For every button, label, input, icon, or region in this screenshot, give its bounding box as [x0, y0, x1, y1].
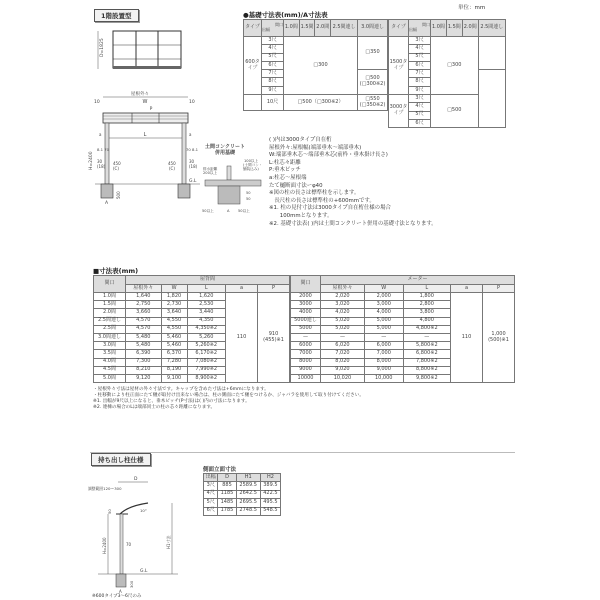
- table-cell: 8,020: [321, 358, 365, 366]
- dimension-table-left: [93, 275, 290, 383]
- table-cell: 6,390: [126, 350, 162, 358]
- table-cell: 2,750: [126, 301, 162, 309]
- table-cell: 2.0間: [94, 309, 126, 317]
- table-cell: 422.5: [260, 490, 280, 499]
- legend-note: 100mmとなります。: [269, 212, 333, 219]
- legend-note: ※図の柱の長さは標準柱を示します。: [269, 190, 360, 197]
- col-header: タイプ: [389, 20, 409, 37]
- table-cell: 8,800※2: [403, 366, 450, 374]
- col-header: D: [218, 474, 236, 482]
- table-cell: 9000: [291, 366, 321, 374]
- table-cell: 1,820: [161, 293, 187, 301]
- side-d-label: D: [134, 477, 138, 482]
- table-cell: 1785: [218, 507, 236, 516]
- table-cell: 4,800: [403, 317, 450, 325]
- table-cell: 7,000: [364, 350, 403, 358]
- value-cell: □300: [284, 37, 358, 95]
- footing-note-3: 舗装込み): [243, 167, 259, 171]
- table-cell: 1185: [218, 490, 236, 499]
- table-cell: 5,480: [126, 342, 162, 350]
- table-cell: 389.5: [260, 482, 280, 491]
- table-cell: —: [403, 333, 450, 341]
- table-cell: 2,020: [321, 293, 365, 301]
- table-a-title: ●基礎寸法表(mm)/A寸法表: [243, 11, 328, 19]
- table-cell: 4,800※2: [403, 325, 450, 333]
- legend-note: ※1. 柱の見付寸法は3000タイプ自在桁仕様の場合: [269, 205, 391, 212]
- header-row: [94, 276, 290, 285]
- col-header: 2.0間: [462, 20, 478, 37]
- table-cell: 5,020: [321, 325, 365, 333]
- row-label: 4尺: [262, 45, 284, 53]
- side-a-label: A: [119, 589, 122, 594]
- post-size-right: 70 8.1: [186, 147, 199, 152]
- side-elevation-diagram: [88, 474, 188, 600]
- row-label: 3尺: [409, 37, 431, 45]
- dim-a-left: a: [99, 132, 102, 137]
- table-row: [204, 499, 281, 508]
- col-header: 2.0間: [315, 20, 331, 37]
- footing-drain: 排水距離: [203, 167, 218, 171]
- divider: [90, 452, 515, 453]
- col-header: 1.5間: [446, 20, 462, 37]
- table-cell: 7,280: [161, 358, 187, 366]
- dim-10-right: 10: [189, 100, 195, 105]
- unit-label: 単位：mm: [458, 5, 486, 11]
- legend-note: a:柱芯～屋根端: [269, 174, 307, 181]
- table-cell: 6000: [291, 342, 321, 350]
- ground-level-label: G.L: [189, 179, 197, 184]
- table-cell: 10000: [291, 374, 321, 382]
- table-cell: 5000: [291, 325, 321, 333]
- table-cell: 4.5間: [94, 366, 126, 374]
- table-cell: 3,440: [187, 309, 225, 317]
- footing-v1: 50: [246, 191, 251, 195]
- col-header-opening: 間口: [94, 276, 126, 293]
- value-cell: □350: [358, 37, 388, 70]
- table-row: [291, 293, 515, 301]
- row-label: 10尺: [262, 95, 284, 111]
- side-gl-label: G.L: [140, 569, 148, 574]
- table-cell: 8,000: [364, 358, 403, 366]
- table-cell: 5,260: [187, 333, 225, 341]
- row-label: 4尺: [409, 103, 431, 111]
- side-height-label: H=2400: [102, 537, 107, 554]
- side-angle-label: 10°: [140, 508, 147, 513]
- header-row: [291, 285, 515, 293]
- p-value: 910: [268, 330, 279, 337]
- side-depth-label: 300: [129, 580, 134, 588]
- col-header-opening: 間口: [291, 276, 321, 293]
- row-label: 6尺: [409, 61, 431, 69]
- table-cell: 1485: [218, 499, 236, 508]
- section-label-cantilever: 持ち出し柱仕様: [91, 453, 151, 466]
- header-row: [204, 474, 281, 482]
- table-cell: 3.0間: [94, 342, 126, 350]
- side-adjust-label: 調整範囲120～300: [88, 486, 122, 491]
- table-cell: 495.5: [260, 499, 280, 508]
- table-cell: 5000連し: [291, 317, 321, 325]
- col-header: L: [403, 285, 450, 293]
- dim-l: L: [143, 132, 147, 138]
- table-cell: 2,730: [161, 301, 187, 309]
- table-cell: 9,020: [321, 366, 365, 374]
- table-cell: 4,570: [126, 317, 162, 325]
- legend-note: たて樋断面寸法ーφ40: [269, 182, 323, 189]
- table-cell: 4,550: [161, 325, 187, 333]
- table-cell: 6尺: [204, 507, 218, 516]
- row-label: 9尺: [409, 86, 431, 94]
- row-label: 6尺: [262, 61, 284, 69]
- table-cell: 9,800※2: [403, 374, 450, 382]
- table-cell: 10,000: [364, 374, 403, 382]
- table-cell: 7000: [291, 350, 321, 358]
- col-header: タイプ: [244, 20, 262, 37]
- p-value: 1,000: [491, 330, 506, 337]
- table-cell: 4,350※2: [187, 325, 225, 333]
- dim-table-title: ■寸法表(mm): [93, 267, 139, 275]
- row-label: 6尺: [409, 119, 431, 127]
- col-header: a: [226, 285, 258, 293]
- table-cell: 5,800※2: [403, 342, 450, 350]
- table-cell: 5,460: [161, 333, 187, 341]
- col-header: 屋根外々: [321, 285, 365, 293]
- footing-detail-diagram: [200, 140, 268, 220]
- post-size-left: 8.1 70: [97, 147, 110, 152]
- row-label: 7尺: [409, 70, 431, 78]
- table-cell: 10,020: [321, 374, 365, 382]
- table-cell: 7,800※2: [403, 358, 450, 366]
- table-cell: 9,100: [161, 374, 187, 382]
- dim-note: ※2. 連棟の場合のLは端部同士の柱の芯々距離になります。: [93, 405, 216, 411]
- col-header: P: [258, 285, 290, 293]
- col-header: 屋根外々: [126, 285, 162, 293]
- table-cell: 4000: [291, 309, 321, 317]
- row-label: 8尺: [262, 78, 284, 86]
- legend-note: 屋根外々:屋根幅(端部垂木～端部垂木): [269, 144, 362, 151]
- drain-left-2: (C): [113, 166, 119, 171]
- table-cell: 3尺: [204, 482, 218, 491]
- group-header: メーター: [321, 276, 515, 285]
- col-header: a: [451, 285, 483, 293]
- value-cell: □500 (□300※2): [358, 70, 388, 95]
- table-row: [204, 490, 281, 499]
- footing-title-2: 併用基礎: [214, 150, 236, 156]
- footing-note-1: 100以上: [244, 159, 259, 163]
- footing-dim-right: 50以上: [238, 209, 250, 213]
- table-cell: 6,000: [364, 342, 403, 350]
- drain-right-2: (C): [169, 166, 175, 171]
- side-table-title: 側面立面寸法: [203, 467, 237, 473]
- a-cell: 110: [451, 293, 483, 383]
- table-cell: 2748.5: [236, 507, 260, 516]
- table-cell: 2,800: [403, 301, 450, 309]
- corner-header: 間口 出幅: [262, 20, 284, 37]
- p-cell: [258, 293, 290, 383]
- col-header: H1: [236, 474, 260, 482]
- col-header: H2: [260, 474, 280, 482]
- row-label: 4尺: [409, 45, 431, 53]
- corner-header: 間口 出幅: [409, 20, 431, 37]
- dim-height: H=2400: [89, 151, 94, 170]
- roof-outer-label: 屋根外々: [131, 92, 149, 97]
- table-cell: 4.0間: [94, 358, 126, 366]
- table-cell: 5,000: [364, 325, 403, 333]
- dim-note: ・柱移動により柱正面にたて樋が取付け出来ない場合は、柱の側面にたて樋をつけるか、ジャバラを使用して取り付けてください。: [93, 393, 364, 399]
- legend-note: ( )内は3000タイプ自在桁: [269, 137, 332, 143]
- footing-dim-a: A: [227, 209, 230, 213]
- dim-a-right: a: [189, 132, 192, 137]
- table-cell: 6,370: [161, 350, 187, 358]
- legend-note: W:端部垂木芯～端部垂木芯(前枠・垂木掛け長さ): [269, 152, 388, 159]
- p-cell: [483, 293, 515, 383]
- value-cell: □300: [431, 37, 479, 95]
- col-header: 1.0間: [284, 20, 300, 37]
- value-cell: □550 (□350※2): [358, 95, 388, 111]
- table-cell: 1.5間: [94, 301, 126, 309]
- table-cell: 4,550: [161, 317, 187, 325]
- gutter-left: 30: [97, 159, 103, 164]
- row-label: 3尺: [409, 95, 431, 103]
- table-cell: 4,020: [321, 309, 365, 317]
- col-header: 2.5間連し: [478, 20, 505, 37]
- table-cell: 4尺: [204, 490, 218, 499]
- table-cell: 8,190: [161, 366, 187, 374]
- plan-diagram: [95, 25, 195, 75]
- row-label: 7尺: [262, 70, 284, 78]
- dim-notes: [93, 387, 364, 411]
- a-cell: 110: [226, 293, 258, 383]
- table-cell: 1,620: [187, 293, 225, 301]
- table-cell: 3,660: [126, 309, 162, 317]
- table-cell: 2.5間: [94, 325, 126, 333]
- dim-note: ※1. 出幅が9尺以上になると、垂木ピッチ(P寸法)は( )内の寸法になります。: [93, 399, 250, 405]
- table-cell: 6,800※2: [403, 350, 450, 358]
- table-cell: 5.0間: [94, 374, 126, 382]
- table-cell: 885: [218, 482, 236, 491]
- table-cell: 4,000: [364, 309, 403, 317]
- table-cell: 7,990※2: [187, 366, 225, 374]
- table-cell: 5,260※2: [187, 342, 225, 350]
- dim-10-left: 10: [94, 100, 100, 105]
- table-cell: 7,080※2: [187, 358, 225, 366]
- legend-note: L:柱芯々距離: [269, 159, 301, 166]
- section-label-1f: 1階設置型: [94, 9, 139, 22]
- col-header: L: [187, 285, 225, 293]
- table-cell: 7,020: [321, 350, 365, 358]
- table-cell: 5尺: [204, 499, 218, 508]
- table-cell: 2,530: [187, 301, 225, 309]
- table-row: [204, 507, 281, 516]
- table-cell: 9,120: [126, 374, 162, 382]
- col-header: W: [161, 285, 187, 293]
- header-row: [291, 276, 515, 285]
- col-header: 出幅: [204, 474, 218, 482]
- table-cell: 1.0間: [94, 293, 126, 301]
- table-cell: 1,640: [126, 293, 162, 301]
- side-dimension-table: [203, 473, 281, 516]
- footing-drain-2: 200以上: [203, 171, 218, 175]
- table-cell: 2.5間連し: [94, 317, 126, 325]
- row-label: 5尺: [262, 53, 284, 61]
- row-label: 3尺: [262, 37, 284, 45]
- table-cell: 5,460: [161, 342, 187, 350]
- table-cell: 3.5間: [94, 350, 126, 358]
- table-cell: 3000: [291, 301, 321, 309]
- legend-note: 長尺柱の長さは標準柱の+600mmです。: [269, 197, 375, 204]
- row-label: 5尺: [409, 111, 431, 119]
- table-cell: 3.0間連し: [94, 333, 126, 341]
- row-label: 8尺: [409, 78, 431, 86]
- table-cell: 3,000: [364, 301, 403, 309]
- table-cell: 3,800: [403, 309, 450, 317]
- table-cell: 548.5: [260, 507, 280, 516]
- p-value-2: (500)※1: [488, 336, 509, 343]
- table-cell: 6,170※2: [187, 350, 225, 358]
- drain-right: 450: [168, 161, 176, 166]
- table-cell: —: [291, 333, 321, 341]
- table-cell: 1,800: [403, 293, 450, 301]
- table-cell: 5,000: [364, 317, 403, 325]
- table-cell: 3,020: [321, 301, 365, 309]
- col-header: 1.5間: [299, 20, 315, 37]
- table-cell: 8,900※2: [187, 374, 225, 382]
- footing-title-1: 土間コンクリート: [205, 144, 245, 150]
- plan-depth-label: D=1825: [100, 38, 105, 57]
- gutter-right: 30: [189, 159, 195, 164]
- table-cell: 4,350: [187, 317, 225, 325]
- dim-w: W: [142, 99, 148, 105]
- col-header: P: [483, 285, 515, 293]
- col-header: 2.5間連し: [331, 20, 358, 37]
- dimension-table-right: [290, 275, 515, 383]
- drain-left: 450: [113, 161, 121, 166]
- value-cell: □500（□300※2）: [284, 95, 358, 111]
- table-cell: 2642.5: [236, 490, 260, 499]
- gutter-right-2: (18): [189, 164, 198, 169]
- side-top-label: 50: [107, 509, 112, 514]
- table-cell: 2000: [291, 293, 321, 301]
- foundation-table-left: [243, 19, 388, 111]
- group-header: 屋背間: [126, 276, 290, 285]
- row-label: 9尺: [262, 86, 284, 94]
- dim-note: ・屋根外々寸法は屋材の外々寸法です。キャップを含めた寸法は+6mmになります。: [93, 387, 269, 392]
- p-value-2: (455)※1: [263, 336, 284, 343]
- row-label: 5尺: [409, 53, 431, 61]
- table-cell: —: [364, 333, 403, 341]
- footing-note-2: (土間コン・: [243, 163, 263, 167]
- table-cell: 6,020: [321, 342, 365, 350]
- table-cell: 2695.5: [236, 499, 260, 508]
- table-cell: 5,480: [126, 333, 162, 341]
- table-cell: 8,210: [126, 366, 162, 374]
- table-cell: 2589.5: [236, 482, 260, 491]
- side-note: ※600タイプ3～6尺のみ: [92, 594, 142, 599]
- type-cell: 600タイプ: [244, 37, 262, 95]
- legend-notes: [269, 137, 437, 228]
- table-cell: 2,000: [364, 293, 403, 301]
- value-cell: □500: [431, 95, 479, 128]
- type-cell: 1500タイプ: [389, 37, 409, 95]
- col-header: W: [364, 285, 403, 293]
- side-h1-label: H1寸法: [166, 535, 171, 549]
- col-header: 1.0間: [431, 20, 447, 37]
- table-cell: 4,570: [126, 325, 162, 333]
- footing-depth-label: 500: [116, 191, 121, 199]
- table-row: [204, 482, 281, 491]
- dim-p: P: [149, 107, 153, 112]
- foundation-table-right: [388, 19, 506, 128]
- table-cell: 5,020: [321, 317, 365, 325]
- legend-note: P:垂木ピッチ: [269, 167, 301, 174]
- table-row: [94, 293, 290, 301]
- table-cell: 7,300: [126, 358, 162, 366]
- table-cell: —: [321, 333, 365, 341]
- front-elevation-diagram: [85, 90, 205, 220]
- legend-note: ※2. 基礎寸法表( )内は土間コンクリート併用の基礎寸法となります。: [269, 220, 437, 227]
- table-cell: 3,640: [161, 309, 187, 317]
- table-cell: 9,000: [364, 366, 403, 374]
- type-cell: 3000タイプ: [389, 95, 409, 128]
- footing-v2: 50: [246, 197, 251, 201]
- table-cell: 8000: [291, 358, 321, 366]
- footing-dim-left: 50以上: [202, 209, 214, 213]
- footing-a-label: A: [105, 201, 109, 206]
- side-post-label: 70: [126, 542, 132, 547]
- gutter-left-2: (18): [97, 164, 106, 169]
- col-header: 3.0間連し: [358, 20, 388, 37]
